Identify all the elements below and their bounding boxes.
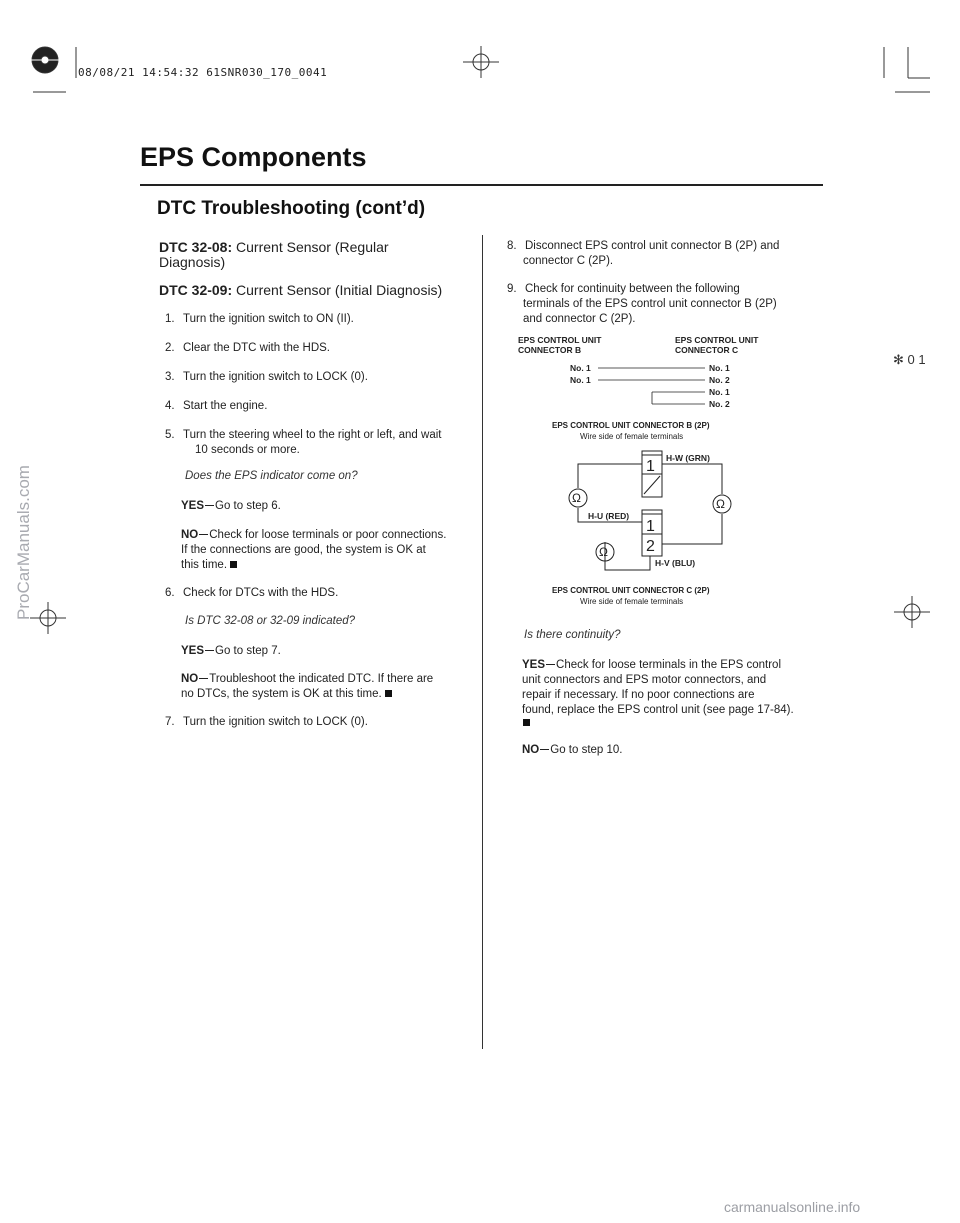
- dtc-description: Current Sensor (Regular: [236, 239, 389, 255]
- yes-text: Go to step 7.: [215, 645, 281, 657]
- no-text: Go to step 10.: [550, 744, 623, 756]
- yes-branch-3-cont: unit connectors and EPS motor connectors, and: [522, 674, 767, 686]
- step-text: Turn the steering wheel to the right or left, and wait: [183, 429, 442, 441]
- no-branch-3: [522, 743, 623, 758]
- dtc-description: Current Sensor (Initial Diagnosis): [236, 282, 443, 298]
- no-text-end: no DTCs, the system is OK at this time.: [181, 688, 382, 700]
- step-2: [165, 341, 330, 356]
- yes-label: YES: [181, 500, 205, 512]
- yes-text: Check for loose terminals in the EPS control: [556, 659, 782, 671]
- title-rule: [140, 184, 823, 186]
- step-4: [165, 399, 267, 414]
- pin-1-c: 1: [646, 518, 655, 535]
- step-number: 5.: [165, 429, 175, 441]
- no-branch-1-cont2: [181, 558, 237, 573]
- end-marker: [523, 719, 530, 726]
- watermark-procarmanuals[interactable]: ProCarManuals.com: [14, 465, 33, 620]
- no-branch-1: [181, 528, 446, 543]
- row3-c: No. 1: [709, 387, 730, 397]
- yes-label: YES: [181, 645, 205, 657]
- page-title: EPS Components: [140, 142, 367, 172]
- step-9-cont: terminals of the EPS control unit connector B (2P): [523, 298, 777, 310]
- step-text: Turn the ignition switch to LOCK (0).: [183, 716, 368, 728]
- conn-c-subtitle: Wire side of female terminals: [580, 597, 684, 606]
- step-1: [165, 312, 354, 327]
- step-number: 9.: [507, 283, 517, 295]
- step-5: [165, 428, 441, 443]
- col-b-header-1: EPS CONTROL UNIT: [518, 335, 602, 345]
- yes-label: YES: [522, 659, 546, 671]
- yes-branch-2: [181, 644, 281, 659]
- pin-2-c: 2: [646, 538, 655, 555]
- dtc-32-08-heading-cont: Diagnosis): [159, 254, 226, 270]
- step-text: Start the engine.: [183, 400, 268, 412]
- dash: [205, 505, 214, 506]
- continuity-diagram: [500, 330, 800, 610]
- question-continuity: Is there continuity?: [524, 629, 621, 641]
- yes-branch-3: [522, 658, 781, 673]
- step-text: Turn the ignition switch to LOCK (0).: [183, 371, 368, 383]
- step-number: 4.: [165, 400, 175, 412]
- yes-branch-3-cont3: found, replace the EPS control unit (see page 17-84).: [522, 704, 794, 716]
- wire-hu-label: H-U (RED): [588, 511, 630, 521]
- row1-c: No. 1: [709, 363, 730, 373]
- step-number: 7.: [165, 716, 175, 728]
- row2-b: No. 1: [570, 375, 591, 385]
- conn-b-title: EPS CONTROL UNIT CONNECTOR B (2P): [552, 421, 710, 430]
- step-8: [507, 239, 779, 254]
- watermark-carmanualsonline[interactable]: carmanualsonline.info: [724, 1199, 861, 1215]
- conn-b-subtitle: Wire side of female terminals: [580, 432, 684, 441]
- col-b-header-2: CONNECTOR B: [518, 345, 582, 355]
- side-mark: ✻ 0 1: [893, 352, 926, 367]
- ohm-icon: Ω: [599, 545, 608, 559]
- step-text: Clear the DTC with the HDS.: [183, 342, 330, 354]
- dash: [199, 534, 208, 535]
- ohm-icon: Ω: [572, 491, 581, 505]
- ohm-icon: Ω: [716, 497, 725, 511]
- dash: [199, 678, 208, 679]
- no-label: NO: [181, 529, 199, 541]
- print-stamp: 08/08/21 14:54:32 61SNR030_170_0041: [78, 66, 328, 79]
- step-number: 3.: [165, 371, 175, 383]
- step-number: 8.: [507, 240, 517, 252]
- step-6: [165, 586, 338, 601]
- step-9: [507, 282, 740, 297]
- no-branch-2-cont: [181, 687, 392, 702]
- conn-c-title: EPS CONTROL UNIT CONNECTOR C (2P): [552, 586, 710, 595]
- no-branch-2: [181, 672, 433, 687]
- no-text: Troubleshoot the indicated DTC. If there are: [209, 673, 434, 685]
- step-3: [165, 370, 368, 385]
- row2-c: No. 2: [709, 375, 730, 385]
- row4-c: No. 2: [709, 399, 730, 409]
- dtc-code: DTC 32-08:: [159, 239, 233, 255]
- dash: [540, 749, 549, 750]
- question-indicator: Does the EPS indicator come on?: [185, 470, 358, 482]
- step-number: 2.: [165, 342, 175, 354]
- no-branch-1-cont: If the connections are good, the system is OK at: [181, 544, 426, 556]
- wire-hw-label: H-W (GRN): [666, 453, 710, 463]
- step-text: Turn the ignition switch to ON (II).: [183, 313, 354, 325]
- step-number: 6.: [165, 587, 175, 599]
- end-marker: [230, 561, 237, 568]
- yes-branch-3-cont2: repair if necessary. If no poor connections are: [522, 689, 755, 701]
- pin-1-b: 1: [646, 458, 655, 475]
- column-divider: [482, 235, 483, 1049]
- step-number: 1.: [165, 313, 175, 325]
- yes-text: Go to step 6.: [215, 500, 281, 512]
- dtc-code: DTC 32-09:: [159, 282, 233, 298]
- section-subtitle: DTC Troubleshooting (cont’d): [157, 198, 426, 219]
- step-5-cont: 10 seconds or more.: [195, 444, 300, 456]
- step-7: [165, 715, 368, 730]
- col-c-header-2: CONNECTOR C: [675, 345, 739, 355]
- dtc-32-09-heading: [159, 282, 442, 298]
- end-marker: [385, 690, 392, 697]
- step-text: Check for DTCs with the HDS.: [183, 587, 339, 599]
- row1-b: No. 1: [570, 363, 591, 373]
- no-label: NO: [181, 673, 199, 685]
- wire-hv-label: H-V (BLU): [655, 558, 696, 568]
- yes-branch-1: [181, 499, 281, 514]
- step-text: Disconnect EPS control unit connector B (2P) and: [525, 240, 780, 252]
- step-8-cont: connector C (2P).: [523, 255, 614, 267]
- no-text-end: this time.: [181, 559, 228, 571]
- dtc-32-08-heading: [159, 239, 389, 255]
- question-dtc-indicated: Is DTC 32-08 or 32-09 indicated?: [185, 615, 356, 627]
- dash: [205, 650, 214, 651]
- col-c-header-1: EPS CONTROL UNIT: [675, 335, 759, 345]
- step-text: Check for continuity between the following: [525, 283, 740, 295]
- no-label: NO: [522, 744, 540, 756]
- step-9-cont2: and connector C (2P).: [523, 313, 636, 325]
- no-text: Check for loose terminals or poor connections.: [209, 529, 447, 541]
- dash: [546, 664, 555, 665]
